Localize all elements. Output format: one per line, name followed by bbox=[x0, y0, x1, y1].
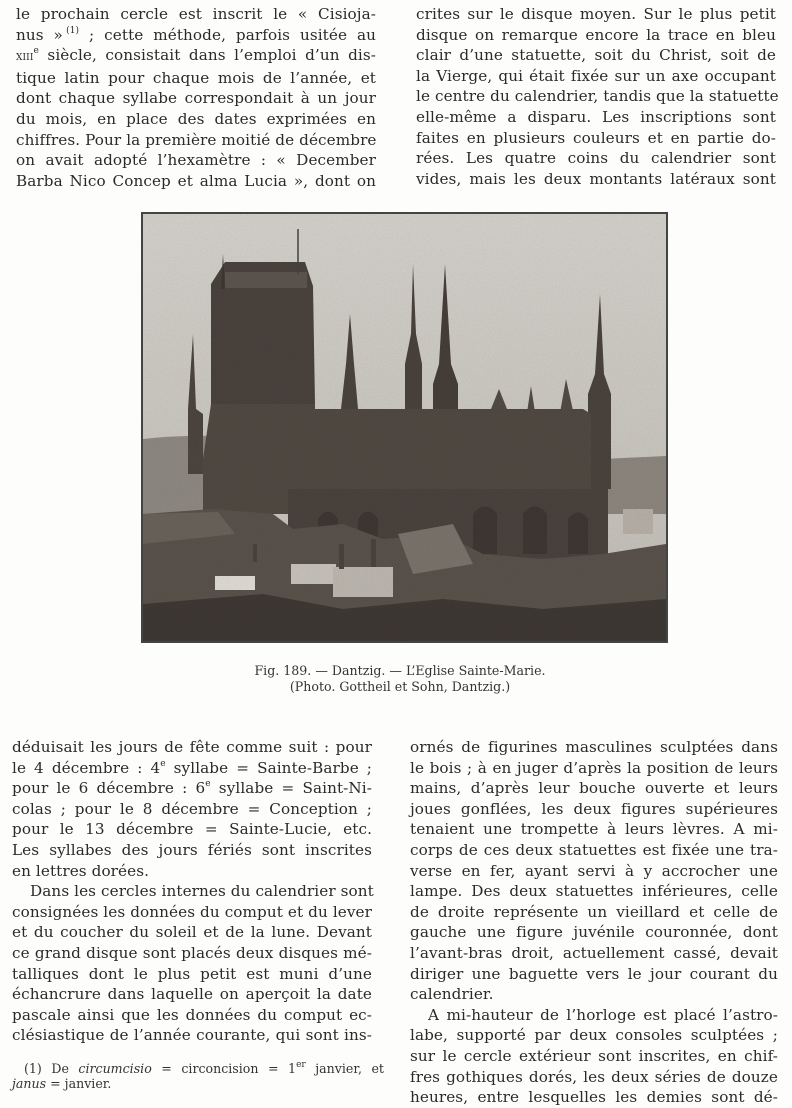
text-line: ornés de figurines masculines sculptées dans bbox=[410, 738, 778, 756]
chimney-3 bbox=[253, 544, 257, 562]
footnote bbox=[12, 1059, 384, 1092]
text-line: heures, entre lesquelles les demies sont dé- bbox=[410, 1088, 778, 1107]
bottom-left-column bbox=[12, 737, 372, 1046]
horizon-right bbox=[603, 456, 666, 514]
right-bright-building bbox=[623, 509, 653, 534]
text-line: joues gonflées, les deux figures supérieures bbox=[410, 799, 778, 818]
text-line: clésiastique de l’année courante, qui sont ins- bbox=[12, 1026, 372, 1045]
text-line: Barba Nico Concep et alma Lucia », dont on bbox=[16, 171, 376, 190]
text-line: diriger une baguette vers le jour courant du bbox=[410, 964, 778, 983]
chimney-2 bbox=[371, 539, 376, 567]
ordinal-suffix: e bbox=[160, 758, 166, 769]
text-line: et du coucher du soleil et de la lune. Devant bbox=[12, 923, 372, 942]
text-line: déduisait les jours de fête comme suit : pour bbox=[12, 738, 372, 756]
text-line: calendrier. bbox=[410, 985, 494, 1004]
text-line bbox=[12, 758, 372, 779]
footnote-line bbox=[12, 1077, 384, 1092]
text-line: le prochain cercle est inscrit le « Cisioja- bbox=[16, 5, 376, 23]
text-line: disque on remarque encore la trace en bleu bbox=[416, 25, 776, 44]
text-line: lampe. Des deux statuettes inférieures, celle bbox=[410, 882, 778, 901]
text-line: Dans les cercles internes du calendrier sont bbox=[30, 882, 374, 901]
text-line: faites en plusieurs couleurs et en partie do- bbox=[416, 128, 776, 147]
figure-caption bbox=[140, 663, 660, 694]
chimney-1 bbox=[339, 544, 344, 569]
text-line: en lettres dorées. bbox=[12, 861, 150, 880]
text-line: ce grand disque sont placés deux disques mé- bbox=[12, 943, 372, 962]
superscript: er bbox=[296, 1059, 306, 1070]
text-line: crites sur le disque moyen. Sur le plus petit bbox=[416, 5, 776, 23]
text-line: elle-même a disparu. Les inscriptions sont bbox=[416, 107, 776, 126]
text-line: mains, d’après leur bouche ouverte et leurs bbox=[410, 779, 778, 798]
text-line: talliques dont le plus petit est muni d’une bbox=[12, 964, 372, 983]
text-line: du mois, en place des dates exprimées en bbox=[16, 109, 376, 128]
text-line: nus » $^{(1)}$ ; cette méthode, parfois usitée au bbox=[16, 25, 376, 44]
text-fragment: janvier, et bbox=[305, 1061, 384, 1076]
text-line: rées. Les quatre coins du calendrier sont bbox=[416, 149, 776, 168]
church-photograph bbox=[141, 212, 668, 643]
tower-upper-band bbox=[225, 272, 307, 288]
text-line bbox=[16, 45, 376, 68]
text-line: le bois ; à en juger d’après la position de leurs bbox=[410, 758, 778, 777]
white-house-1 bbox=[291, 564, 336, 584]
text-fragment: syllabe = Saint-Ni- bbox=[210, 779, 372, 798]
text-line: corps de ces deux statuettes est fixée une tra- bbox=[410, 840, 778, 859]
white-window-row bbox=[215, 576, 255, 590]
text-line: fres gothiques dorés, les deux séries de douze bbox=[410, 1067, 778, 1086]
latin-term: circumcisio bbox=[78, 1061, 152, 1076]
century-numeral: xiii bbox=[16, 49, 34, 65]
text-line: le centre du calendrier, tandis que la statuette bbox=[416, 87, 779, 106]
window-arch-3 bbox=[473, 507, 497, 555]
text-fragment: le 4 décembre : 4 bbox=[12, 758, 161, 777]
text-line: verse en fer, ayant servi à y accrocher une bbox=[410, 861, 778, 880]
text-line: A mi-hauteur de l’horloge est placé l’astro- bbox=[428, 1005, 778, 1024]
text-fragment: = janvier. bbox=[46, 1075, 112, 1091]
white-house-2 bbox=[333, 567, 393, 597]
text-line: chiffres. Pour la première moitié de décembre bbox=[16, 130, 377, 149]
top-left-column bbox=[16, 4, 376, 191]
text-line: labe, supporté par deux consoles sculptées ; bbox=[410, 1026, 778, 1045]
text-line: sur le cercle extérieur sont inscrites, en chif- bbox=[410, 1046, 778, 1065]
text-line: de droite représente un vieillard et celle de bbox=[410, 902, 778, 921]
window-arch-5 bbox=[568, 513, 588, 555]
text-line: gauche une figure juvénile couronnée, dont bbox=[410, 923, 778, 942]
text-fragment: siècle, consistait dans l’emploi d’un dis- bbox=[47, 46, 376, 65]
text-line: pour le 13 décembre = Sainte-Lucie, etc. bbox=[12, 820, 372, 839]
footnote-marker: (1) De bbox=[24, 1061, 79, 1076]
ordinal-suffix: e bbox=[205, 779, 211, 790]
window-arch-4 bbox=[523, 507, 547, 555]
text-line: clair d’une statuette, soit du Christ, soit de bbox=[416, 46, 776, 65]
text-fragment: = circoncision = 1 bbox=[151, 1061, 297, 1076]
text-line: Les syllabes des jours fériés sont inscrites bbox=[12, 840, 372, 859]
text-line: pascale ainsi que les données du comput ec- bbox=[12, 1005, 372, 1024]
top-right-column bbox=[416, 4, 779, 189]
text-fragment: syllabe = Sainte-Barbe ; bbox=[165, 758, 373, 777]
caption-credit: (Photo. Gottheil et Sohn, Dantzig.) bbox=[289, 678, 511, 694]
footnote-line bbox=[12, 1059, 384, 1077]
church-illustration bbox=[143, 214, 666, 641]
latin-term: janus bbox=[12, 1075, 47, 1091]
text-line: colas ; pour le 8 décembre = Conception ; bbox=[12, 799, 372, 818]
text-line: on avait adopté l’hexamètre : « December bbox=[16, 151, 376, 170]
bottom-right-column bbox=[410, 737, 778, 1108]
text-line: dont chaque syllabe correspondait à un jour bbox=[16, 89, 376, 108]
text-line: tenaient une trompette à leurs lèvres. A mi- bbox=[410, 820, 778, 839]
caption-title: Fig. 189. — Dantzig. — L’Eglise Sainte-Marie. bbox=[254, 663, 546, 678]
text-line: tique latin pour chaque mois de l’année, et bbox=[16, 68, 376, 87]
text-line: la Vierge, qui était fixée sur un axe occupant bbox=[416, 66, 776, 85]
text-line: consignées les données du comput et du lever bbox=[12, 902, 372, 921]
text-line: vides, mais les deux montants latéraux sont bbox=[416, 169, 776, 188]
text-line: échancrure dans laquelle on aperçoit la date bbox=[12, 985, 372, 1004]
footnote-ref: (1) bbox=[66, 25, 80, 36]
text-line: l’avant-bras droit, actuellement cassé, devait bbox=[410, 943, 778, 962]
text-line bbox=[12, 778, 372, 799]
text-fragment: pour le 6 décembre : 6 bbox=[12, 779, 206, 798]
century-suffix: e bbox=[33, 46, 39, 57]
